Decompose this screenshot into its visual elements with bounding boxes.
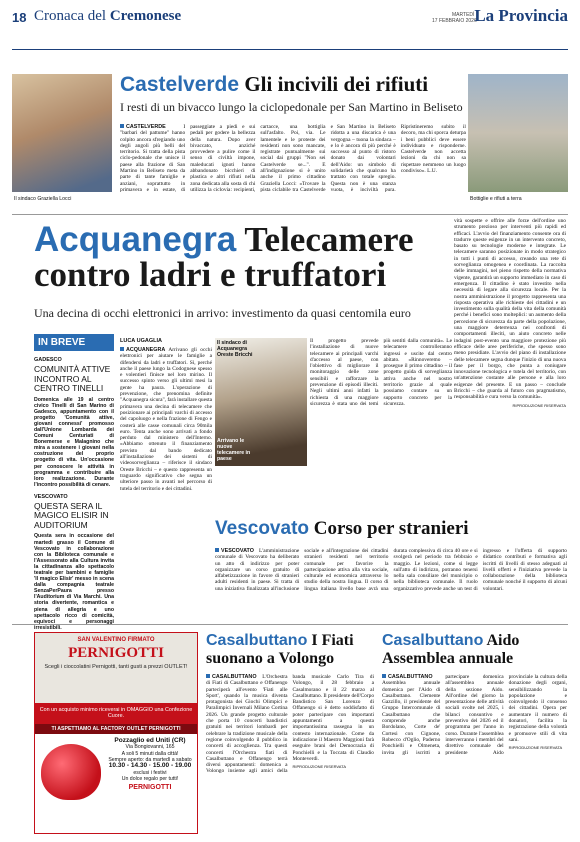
brief-body: Domenica alle 19 al centro civico Tinelli di San Marino di Gadesco, appuntamento con il progetto 'Comunità attive, giovani connessi' promosso dall'Unione Lombarda dei Comuni Centuriati di Bonemerse e Malagnino che mira a sostenere i giovani nella costruzione del proprio progetto di vita. Un'occasione per conoscere le attività in programma e contribuire alla loro realizzazione. Durante l'incontro possibilità di cenare. xyxy=(34,396,114,488)
headline-text: Gli incivili dei rifiuti xyxy=(244,72,429,96)
article-subheadline: I resti di un bivacco lungo la ciclopedonale per San Martino in Beliseto xyxy=(120,100,463,114)
issue-full-date: 17 FEBBRAIO 2026 xyxy=(432,18,477,24)
issue-weekday: MARTEDÌ xyxy=(452,12,475,18)
headline-place: Castelverde xyxy=(120,73,240,96)
headline-place: Casalbuttano xyxy=(382,632,484,649)
section-name: Cremonese xyxy=(109,8,182,24)
brief-title: COMUNITÀ ATTIVE INCONTRO AL CENTRO TINELLI xyxy=(34,364,111,393)
section-prefix: Cronaca del xyxy=(34,8,107,24)
headline-text: Telecamere contro ladri e truffatori xyxy=(34,220,414,294)
litter-photo-caption: Bottiglie e rifiuti a terra xyxy=(470,196,522,202)
photo-caption-top: Il sindaco di Acquanegra Oreste Bricchi xyxy=(217,340,253,358)
article-headline xyxy=(382,632,567,668)
in-brief-column xyxy=(34,334,114,631)
article-headline xyxy=(215,518,469,540)
article-text: «Abbiamo ottenuto il finanziamento previsto dal bando dedicato all'installazione dei sistemi di videosorveglianza – riferisce il sindaco Oreste Bricchi – e questo rappresenta un traguardo significativo che segna un ulteriore passo in avanti nel percorso di tutela del territorio e dei cittadini. xyxy=(120,441,212,492)
headline-place: Casalbuttano xyxy=(206,632,308,649)
dateline-tag: ACQUANEGRA xyxy=(120,347,165,353)
brief-title: QUESTA SERA IL MAGICO ELISIR IN AUDITORIUM xyxy=(34,500,109,530)
article-body xyxy=(206,674,374,830)
brief-body: Questa sera in occasione del martedì grasso il Comune di Vescovato in collaborazione con la Biblioteca comunale e l'Assessorato alla Cultura invita la cittadinanza allo spettacolo teatrale per bambini e famiglie 'Il magico Elisir' messo in scena dalla compagnia teatrale SenzaPerPaura presso l'Auditorium di Via Marchi. Una storia divertente, romantica e piena di allegria e uno spettacolo ricco di comicità, equivoci e personaggi irresistibili. xyxy=(34,533,114,631)
advert-hours-note: esclusi i festivi xyxy=(133,769,167,776)
article-body-acquanegra xyxy=(120,347,212,517)
article-text: Il progetto prevede l'installazione di nuove telecamere ai principali varchi d'accesso al paese, con l'obiettivo di migliorare il monitoraggio delle zone sensibili e rafforzare la prevenzione di episodi illeciti. Negli ultimi anni infatti la richiesta di una maggiore sicurezza è stata uno dei temi più sentiti dalla comunità». Le telecamere controlleranno ingressi e uscite dal centro abitato. «Rinnoveremo – prosegue il primo cittadino – il progetto guida di sorveglianza attiva anche nel nostro territorio grazie al quale possiamo contare su un supporto concreto per la sicurezza. xyxy=(310,338,452,407)
article-castelverde xyxy=(12,62,568,212)
mayor-bricchi-photo xyxy=(215,338,307,466)
headline-text: I Fiati suonano a Volongo xyxy=(206,632,354,667)
article-text: L'Orchestra di Fiati di Casalbuttano e Offanengo parteciperà all'evento 'Fiati alle Sport', quando la musica diventa protagonista dei Giochi Olimpici e Paralimpici Invernali Milano Cortina 2026. Un grande progetto culturale che porta 10 concerti bandistici gratuiti nei territori lombardi per celebrare la tradizione musicale della regione coinvolgendo il pubblico in concerti di accoglienza. Tra questi concerti l'Orchestra fiati di Casalbuttano e Offanengo terrà diversi appuntamenti: domenica a Volongo insieme agli amici della banda musicale Carlo Tira di Volongo, il 28 febbraio a Casalmorano e il 22 marzo al Casalbuttano. Il presidente dell'Corpo Bandistico San Lorenzo di Offanengo si è detto soddisfatto di poter partecipare con importanti appuntamenti a questa importantissima rassegna in un contesto internazionale. Come da indicazione il Maestro Maggioni farà eseguire brani del Democrazia di Ponchielli e la Toccata di Claudio Monteverdi. xyxy=(206,674,374,775)
article-body-acquanegra-2 xyxy=(310,338,452,516)
article-text: I "barbari del pattume" hanno colpito ancora sfregiando uno degli angoli più belli del territorio. Si tratta della pista ciclo-pedonale che unisce il paese alla frazione di San Martino in Beliseto meta da parte di tante famiglie e anziani, soprattutto in primavera e in estate, di passeggiate a piedi e sui pedali per godere la bellezza della natura. Dopo aver bivaccato, anziché provvedere a pulire come il senso di civiltà impone, maleducati ignoti hanno abbandonato bicchieri di plastica e altri rifiuti nella zona dedicata alla sosta di chi utilizza la ciclovia: recipienti, cartacce, una bottiglia sull'asfalto. Poi, via. Le lamentele e le proteste dei residenti non sono mancate, registrate puntualmente sui social dai gruppi "Non sei Castelverde se...". E all'indignazione si è unito anche il primo cittadino Graziella Locci: «Trovare la pista ciclabile tra Castelverde e San Martino in Beliseto ridotta a una discarica è una vergogna – tuona la sindaca – e lo è ancora di più perché è successo al punto di ristoro donato dai volontari dell'Aido: un simbolo di solidarietà che qualcuno ha trattato con totale spregio. Questa non è una stanza vuota, è inciviltà pura. Ripristineremo subito il decoro, ma chi sporca deturpa i beni pubblici deve essere individuato e risponderne. Castelverde non accetta lezioni da chi non sa rispettare nemmeno un luogo condiviso». L.U. xyxy=(120,124,466,193)
headline-place: Acquanegra xyxy=(34,220,237,259)
article-subheadline-acquanegra: Una decina di occhi elettronici in arrivo: investimento da quasi centomila euro xyxy=(34,306,411,320)
advert-info xyxy=(105,738,195,791)
dateline-tag: CASALBUTTANO xyxy=(206,674,257,680)
advert-line: SAN VALENTINO FIRMATO xyxy=(77,637,155,643)
article-body-continued xyxy=(454,218,566,538)
page-header xyxy=(12,6,568,50)
dateline-tag: CASTELVERDE xyxy=(120,124,166,130)
dateline-tag: CASALBUTTANO xyxy=(382,674,433,680)
headline-place: Vescovato xyxy=(215,518,309,539)
advert-tagline: Un dolce regalo per tutti! xyxy=(121,776,179,783)
litter-photo xyxy=(468,74,568,192)
dateline-tag: VESCOVATO xyxy=(215,548,254,554)
section-divider xyxy=(12,624,568,625)
mayor-photo-caption: Il sindaco Graziella Locci xyxy=(14,196,72,202)
photo-caption-bottom: Arrivano le nuove telecamere in paese xyxy=(217,438,251,462)
article-text: Arrivano gli occhi elettronici per aiutare le famiglie a difendersi da ladri e truffatori. Sì, perché anche il paese lungo la Codognese spesso e volentieri finisce nel loro mirino. Il successo spinto verso gli ultimi mesi la gente ha paura. L'operazione di prevenzione, che prenomina definite "Acquanegra sicura", farà installare questa primavera una decina di telecamere che posizionare ai principali varchi di accesso del capoluogo e nella frazione di Fengo e costerà alle casse comunali circa 90mila euro. Tenta anche sono arrivati a fondo perduto dal ministero dell'Interno. xyxy=(120,347,212,442)
advert-address: Via Bongiovanni, 165 xyxy=(125,744,175,751)
advert-brand: PERNIGOTTI xyxy=(68,645,164,661)
article-text: vità sospette e offrire alle forze dell'ordine uno strumento prezioso per interventi più rapidi ed efficaci. L'avvio del finanziamento consente ora di tradurre queste esigenze in un intervento concreto, basato su tecnologie moderne e integrate. Le telecamere saranno posizionate in modo strategico in tutti i punti di accesso, creando una rete di sorveglianza omogenea e coordinata. La raccolta delle immagini, nel pieno rispetto della normativa vigente, garantirà un supporto immediato in caso di emergenza. Il cittadino è stato investito nella necessità di legare alla sicurezza locale. Per la nostra amministrazione il progetto rappresenta una risposta operativa alle richieste dei cittadini e un investimento sulla qualità della vita della comunità perché i benefici sono molteplici: un aumento della percezione di sicurezza da parte della popolazione, una maggiore deterrenza nei confronti di comportamenti illeciti, un aiuto concreto nelle indagini post-evento una maggiore protezione più efficace delle aree periferiche, che spesso sono meno presidiate. L'avvio del piano di installazione delle telecamere segna dunque l'inizio di una nuova fase per il borgo, che punta a coniugare innovazione tecnologica e tutela del territorio, con un'attenzione costante alle persone e alla loro esigenze del presente. E un passo – conclude Bricchi – che guarda al futuro con pragmatismo, responsabilità e cura verso la comunità». xyxy=(454,218,566,401)
advert-hours: 10.30 - 14.30 · 15.00 - 19.00 xyxy=(108,762,192,770)
copyright-note: RIPRODUZIONE RISERVATA xyxy=(292,764,346,770)
advert-brand-bottom: PERNIGOTTI xyxy=(128,783,172,791)
article-body xyxy=(120,124,466,214)
brief-place: VESCOVATO xyxy=(34,493,68,500)
section-divider xyxy=(12,214,568,215)
pernigotti-advert xyxy=(34,632,198,834)
article-text: L'amministrazione comunale di Vescovato ha deliberato un atto di indirizzo per poter organizzare un corso gratuito di alfabetizzazione in favore di stranieri adulti residenti in paese. Si tratta di una iniziativa finalizzata all'inclusione sociale e all'integrazione dei cittadini stranieri residenti nel territorio comunale per favorire la partecipazione attiva alla vita sociale, culturale ed economica attraverso lo studio della nostra lingua. Il corso di lingua italiana livello base avrà una durata complessiva di circa 40 ore e si svolgerà nel periodo tra febbraio e maggio. Le lezioni, come si legge sull'atto di indirizzo, potranno tenersi nella sala consiliare del municipio o nella biblioteca comunale. Il ruolo organizzativo prevede anche un test di ingresso e l'offerta di supporto didattico contributi e formativa agli iscritti di livelli di stesso adeguati al livelli offerti e l'iniziativa prevede la collaborazione della biblioteca comunale nonché il supporto di alcuni volontari. xyxy=(215,548,567,592)
article-text: Assemblea annuale domenica per l'Aido di Casalbuttano. Clemente Gazzillo, il presidente del Gruppo Intercomunale di Casalbuttano che comprende anche Bordolano, Corte de' Cortesi con Cignone, Robecco d'Oglio, Paderno Ponchielli e Olmeneta, invita gli iscritti a partecipare domenica all'assemblea annuale della sezione Aido. All'ordine del giorno la presentazione delle attività sociali svolte nel 2025, i bilanci consuntivo e preventivo del 2026 ed il programma per l'anno in corso. Durante l'assemblea interverranno i membri del direttivo comunale del presidente Aido provinciale la cultura della donazione degli organi, sensibilizzando la popolazione e coinvolgendo il consenso dei cittadini. Opera per aumentare il numero di donatori, facilita la registrazione della volontà e promuove stili di vita sani. xyxy=(382,674,567,756)
heart-box-icon xyxy=(41,744,101,800)
advert-details xyxy=(35,734,197,818)
advert-strip: TI ASPETTIAMO AL FACTORY OUTLET PERNIGOTTI xyxy=(35,724,197,734)
masthead-logo: La Provincia xyxy=(474,6,568,25)
article-headline-acquanegra xyxy=(34,222,444,292)
in-brief-label: IN BREVE xyxy=(34,334,114,351)
article-fiati xyxy=(206,632,374,834)
advert-header xyxy=(35,633,197,703)
article-body xyxy=(215,548,567,618)
brief-place: GADESCO xyxy=(34,357,62,363)
advert-address: Pozzaglio ed Uniti (CR) xyxy=(114,736,186,744)
article-body xyxy=(382,674,567,830)
article-headline xyxy=(120,72,428,97)
advert-distance: A soli 5 minuti dalla città! xyxy=(121,750,179,757)
mayor-photo xyxy=(12,74,112,192)
headline-text: Aido Assemblea annuale xyxy=(382,632,520,667)
section-title xyxy=(34,8,181,25)
article-byline: LUCA UGAGLIA xyxy=(120,338,162,344)
article-aido xyxy=(382,632,567,834)
advert-offer: Con un acquisto minimo riceverai in OMAGGIO una Confezione Cuore. xyxy=(35,703,197,724)
headline-text: Corso per stranieri xyxy=(313,518,469,539)
advert-hours-label: Sempre aperto: da martedì a sabato xyxy=(108,757,192,764)
article-vescovato xyxy=(215,518,567,618)
advert-line: Scegli i cioccolatini Pernigotti, tanti gusti a prezzi OUTLET! xyxy=(44,664,188,670)
issue-date xyxy=(432,12,477,24)
copyright-note: RIPRODUZIONE RISERVATA xyxy=(512,402,566,408)
article-headline xyxy=(206,632,374,668)
page-number: 18 xyxy=(12,10,27,25)
copyright-note: RIPRODUZIONE RISERVATA xyxy=(508,745,563,751)
